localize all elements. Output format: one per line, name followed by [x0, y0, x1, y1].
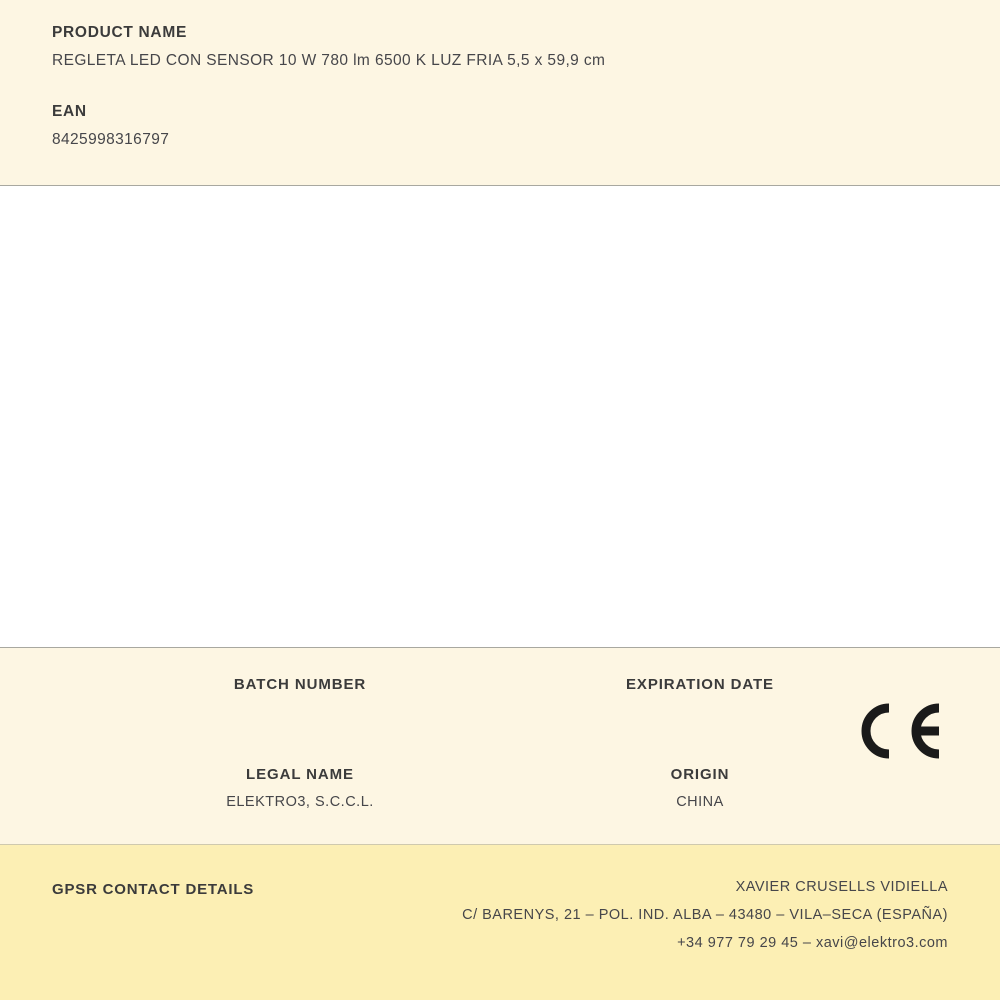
- product-name-value: REGLETA LED CON SENSOR 10 W 780 lm 6500 K LUZ FRIA 5,5 x 59,9 cm: [52, 52, 606, 69]
- field-spacer: [0, 70, 1000, 103]
- ean-field: [0, 103, 1000, 149]
- product-header-section: [0, 0, 1000, 186]
- legal-name-value: ELEKTRO3, S.C.C.L.: [226, 794, 374, 810]
- ean-label: EAN: [52, 103, 87, 120]
- origin-label: ORIGIN: [670, 766, 730, 783]
- batch-number-value: [150, 704, 450, 721]
- gpsr-contact-name: XAVIER CRUSELLS VIDIELLA: [735, 879, 948, 895]
- gpsr-contact-details: [462, 879, 948, 951]
- gpsr-contact-label: GPSR CONTACT DETAILS: [52, 881, 255, 898]
- gpsr-contact-phone-email: +34 977 79 29 45 – xavi@elektro3.com: [677, 935, 948, 951]
- legal-name-field: [150, 766, 450, 811]
- origin-value: CHINA: [676, 794, 724, 810]
- product-name-label: PRODUCT NAME: [52, 24, 187, 41]
- gpsr-footer: [0, 845, 1000, 1000]
- origin-field: [550, 766, 850, 811]
- expiration-date-field: [550, 676, 850, 721]
- batch-number-label: BATCH NUMBER: [233, 676, 367, 693]
- ce-marking-icon: [853, 700, 945, 762]
- product-image-area: [0, 186, 1000, 648]
- ean-value: 8425998316797: [52, 131, 170, 148]
- product-info-band: [0, 648, 1000, 845]
- gpsr-contact-address: C/ BARENYS, 21 – POL. IND. ALBA – 43480 – VILA–SECA (ESPAÑA): [462, 907, 948, 923]
- product-name-field: [0, 24, 1000, 70]
- legal-name-label: LEGAL NAME: [246, 766, 354, 783]
- expiration-date-label: EXPIRATION DATE: [626, 676, 774, 693]
- expiration-date-value: [550, 704, 850, 721]
- batch-number-field: [150, 676, 450, 721]
